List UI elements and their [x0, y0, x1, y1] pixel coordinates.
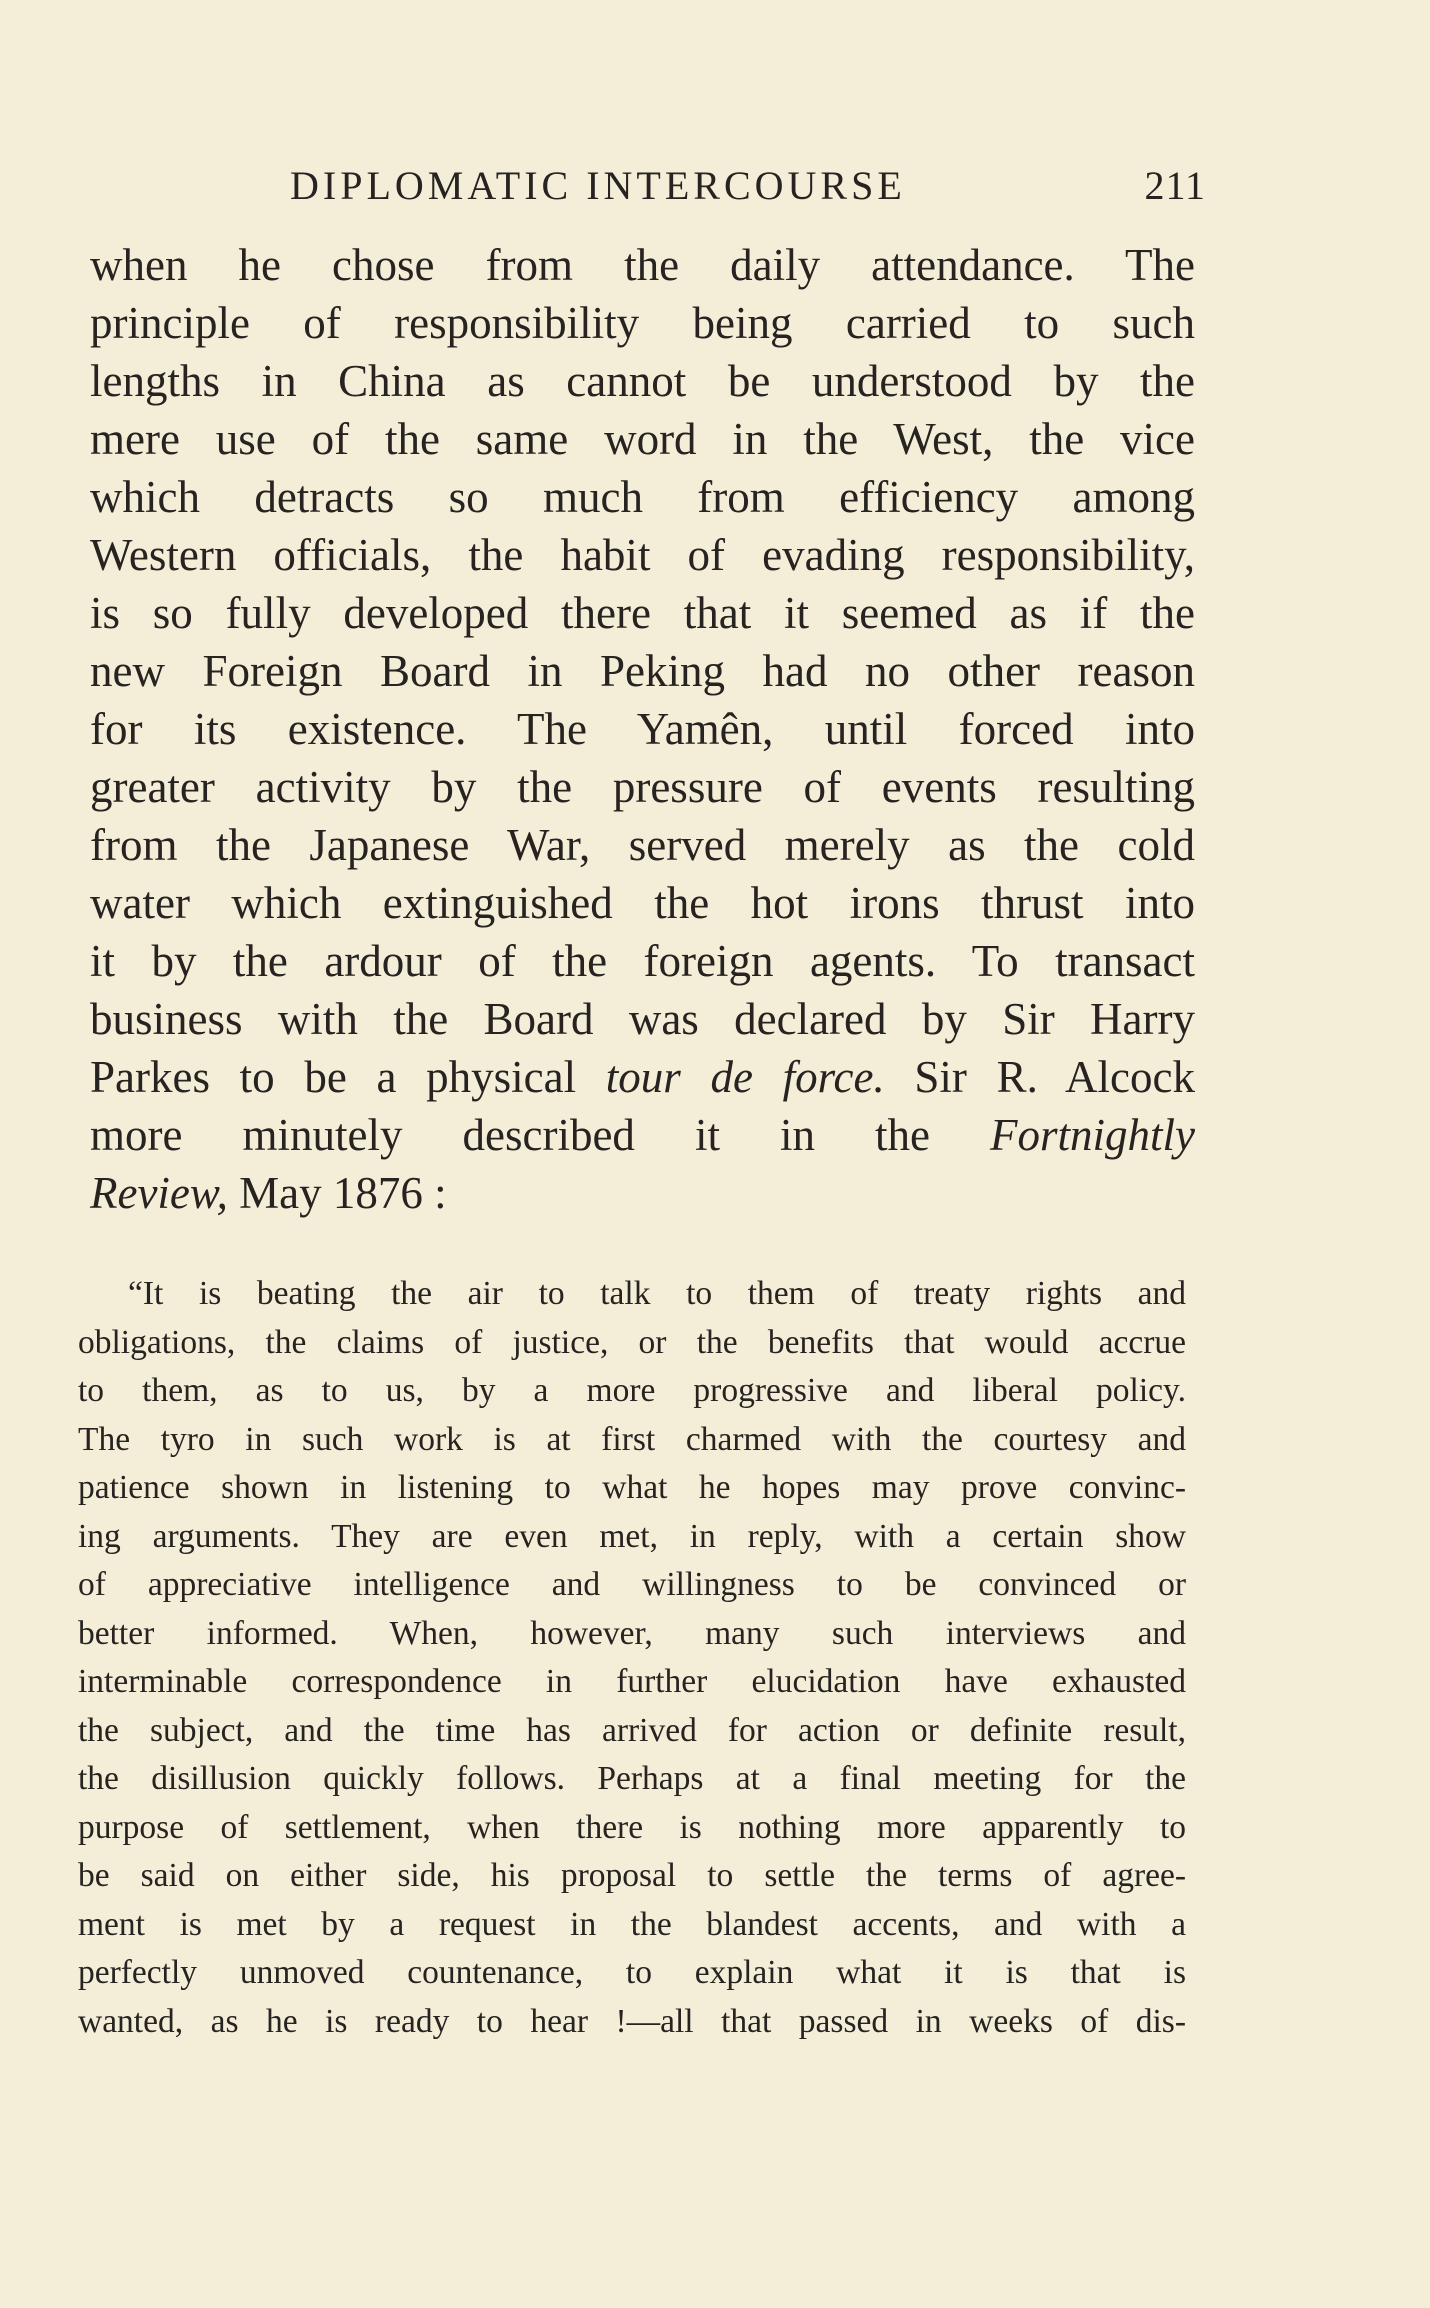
- quote-line: interminable correspondence in further elucidation have exhausted: [78, 1663, 1186, 1700]
- text-fragment: more minutely described it in the: [90, 1110, 991, 1160]
- page-number: 211: [1144, 163, 1206, 208]
- text-fragment: Parkes to be a physical: [90, 1052, 606, 1102]
- quote-line: to them, as to us, by a more progressive and liberal policy.: [78, 1372, 1186, 1409]
- text-line: greater activity by the pressure of events resulting: [90, 762, 1195, 812]
- text-line: is so fully developed there that it seemed as if the: [90, 588, 1195, 638]
- quote-line: the subject, and the time has arrived for action or definite result,: [78, 1711, 1186, 1749]
- block-quotation: [78, 1270, 1186, 2046]
- italic-title: Fortnightly: [990, 1110, 1195, 1160]
- text-line: Western officials, the habit of evading responsibility,: [90, 530, 1195, 580]
- quote-line: ing arguments. They are even met, in reply, with a certain show: [78, 1517, 1186, 1555]
- text-fragment: May 1876 :: [227, 1168, 447, 1218]
- text-line: when he chose from the daily attendance. The: [90, 240, 1195, 290]
- quote-line: ment is met by a request in the blandest accents, and with a: [78, 1905, 1186, 1943]
- quote-line: the disillusion quickly follows. Perhaps at a final meeting for the: [78, 1760, 1186, 1797]
- text-line: for its existence. The Yamên, until forced into: [90, 704, 1195, 754]
- quote-line: of appreciative intelligence and willingness to be convinced or: [78, 1566, 1186, 1603]
- running-title: DIPLOMATIC INTERCOURSE: [290, 163, 906, 208]
- text-line: business with the Board was declared by Sir Harry: [90, 994, 1195, 1044]
- text-line: mere use of the same word in the West, the vice: [90, 414, 1195, 464]
- text-line: [90, 1164, 1195, 1222]
- italic-title: Review,: [90, 1168, 228, 1218]
- running-header: [290, 162, 1210, 222]
- quote-line: purpose of settlement, when there is nothing more apparently to: [78, 1808, 1186, 1846]
- quote-line: “It is beating the air to talk to them of treaty rights and: [128, 1275, 1186, 1312]
- quote-line: better informed. When, however, many such interviews and: [78, 1614, 1186, 1652]
- main-text: [90, 236, 1195, 1222]
- text-line: water which extinguished the hot irons thrust into: [90, 878, 1195, 928]
- quote-line: be said on either side, his proposal to settle the terms of agree-: [78, 1857, 1186, 1894]
- text-line: [90, 1106, 1195, 1164]
- quote-line: patience shown in listening to what he hopes may prove convinc-: [78, 1469, 1186, 1506]
- text-fragment: Sir R. Alcock: [884, 1052, 1195, 1102]
- text-line: lengths in China as cannot be understood by the: [90, 356, 1195, 406]
- quote-line: wanted, as he is ready to hear !—all that passed in weeks of dis-: [78, 2002, 1186, 2040]
- text-line: principle of responsibility being carried to such: [90, 298, 1195, 348]
- quote-line: perfectly unmoved countenance, to explain what it is that is: [78, 1954, 1186, 1991]
- text-line: which detracts so much from efficiency among: [90, 472, 1195, 522]
- quote-line: The tyro in such work is at first charmed with the courtesy and: [78, 1420, 1186, 1458]
- quote-line: obligations, the claims of justice, or the benefits that would accrue: [78, 1323, 1186, 1361]
- text-line: [90, 1048, 1195, 1106]
- italic-phrase: tour de force.: [605, 1052, 885, 1102]
- text-line: it by the ardour of the foreign agents. To transact: [90, 936, 1195, 986]
- text-line: from the Japanese War, served merely as the cold: [90, 820, 1195, 870]
- text-line: new Foreign Board in Peking had no other reason: [90, 646, 1195, 696]
